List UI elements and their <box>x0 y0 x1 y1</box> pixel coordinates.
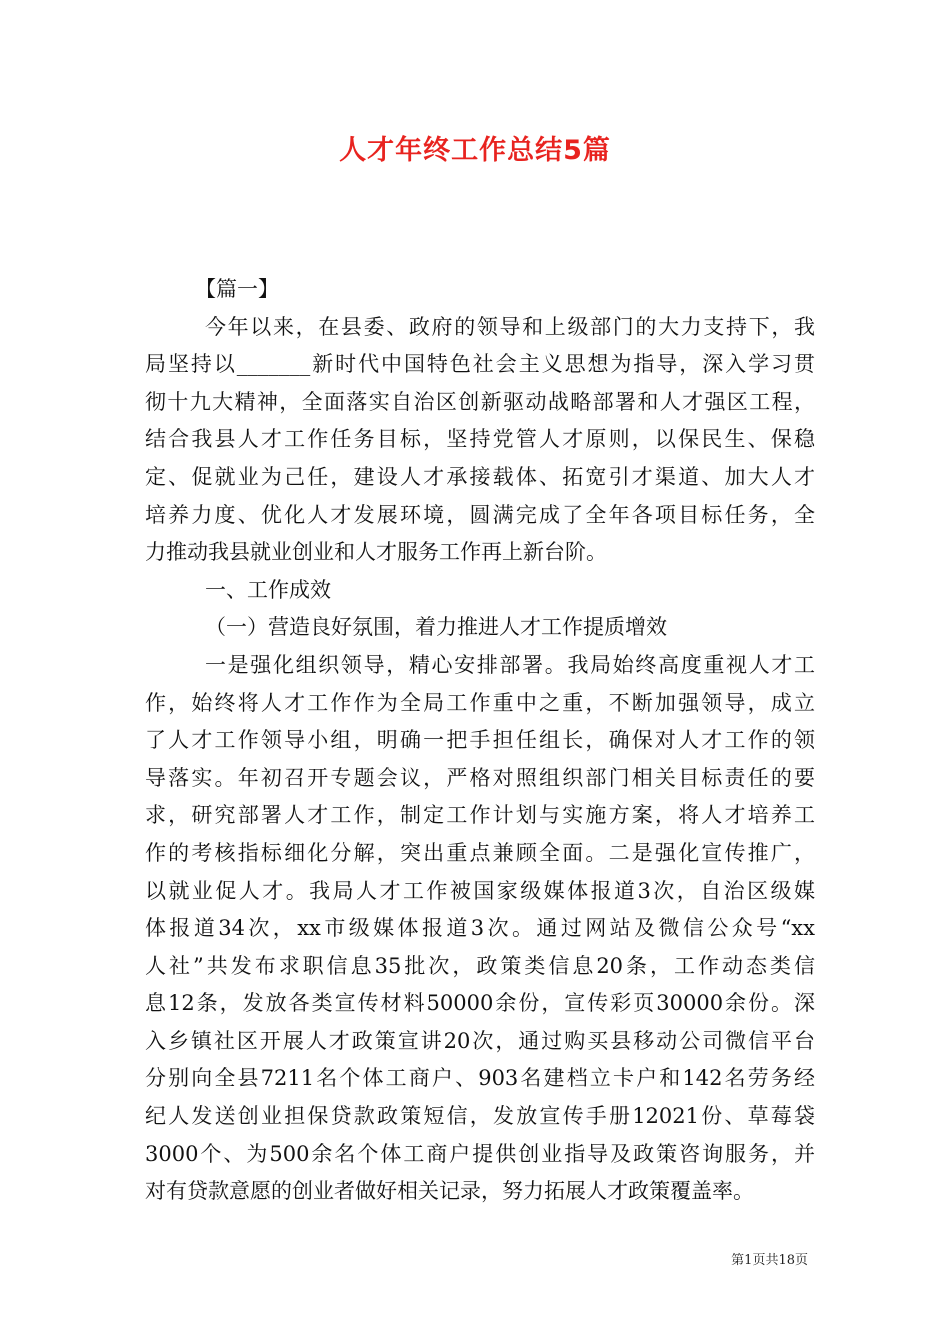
text-line: 今年以来，在县委、政府的领导和上级部门的大力支持下，我 <box>205 314 815 339</box>
text-line: 局坚持以_______新时代中国特色社会主义思想为指导，深入学习贯 <box>145 352 815 377</box>
text-line: 求，研究部署人才工作，制定工作计划与实施方案，将人才培养工 <box>145 803 815 828</box>
text-line: 【篇一】 <box>195 277 279 301</box>
text-line: 了人才工作领导小组，明确一把手担任组长，确保对人才工作的领 <box>145 728 815 753</box>
page-number: 第1页共18页 <box>731 1253 808 1268</box>
text-line: 力推动我县就业创业和人才服务工作再上新台阶。 <box>145 540 607 565</box>
text-line: 人社”共发布求职信息35批次，政策类信息20条，工作动态类信 <box>145 953 815 978</box>
text-line: 一、工作成效 <box>205 577 331 602</box>
page-title: 人才年终工作总结5篇 <box>339 135 611 166</box>
text-line: 彻十九大精神，全面落实自治区创新驱动战略部署和人才强区工程， <box>145 389 815 414</box>
text-line: 对有贷款意愿的创业者做好相关记录，努力拓展人才政策覆盖率。 <box>145 1179 754 1204</box>
text-line: 作，始终将人才工作作为全局工作重中之重，不断加强领导，成立 <box>145 690 815 715</box>
text-line: 入乡镇社区开展人才政策宣讲20次，通过购买县移动公司微信平台 <box>145 1028 815 1053</box>
text-line: 纪人发送创业担保贷款政策短信，发放宣传手册12021份、草莓袋 <box>145 1104 815 1129</box>
text-line: （一）营造良好氛围，着力推进人才工作提质增效 <box>205 615 667 640</box>
text-line: 体报道34次，xx市级媒体报道3次。通过网站及微信公众号“xx <box>145 916 815 941</box>
text-line: 一是强化组织领导，精心安排部署。我局始终高度重视人才工 <box>205 652 815 677</box>
text-line: 作的考核指标细化分解，突出重点兼顾全面。二是强化宣传推广， <box>145 840 815 865</box>
text-line: 定、促就业为己任，建设人才承接载体、拓宽引才渠道、加大人才 <box>145 464 815 489</box>
text-line: 导落实。年初召开专题会议，严格对照组织部门相关目标责任的要 <box>145 765 815 790</box>
text-line: 培养力度、优化人才发展环境，圆满完成了全年各项目标任务，全 <box>145 502 815 527</box>
text-line: 分别向全县7211名个体工商户、903名建档立卡户和142名劳务经 <box>145 1066 815 1091</box>
text-line: 结合我县人才工作任务目标，坚持党管人才原则，以保民生、保稳 <box>145 427 815 452</box>
document-body <box>145 271 815 1211</box>
text-line: 以就业促人才。我局人才工作被国家级媒体报道3次，自治区级媒 <box>145 878 815 903</box>
text-line: 3000个、为500余名个体工商户提供创业指导及政策咨询服务，并 <box>145 1141 815 1166</box>
text-line: 息12条，发放各类宣传材料50000余份，宣传彩页30000余份。深 <box>145 991 815 1016</box>
